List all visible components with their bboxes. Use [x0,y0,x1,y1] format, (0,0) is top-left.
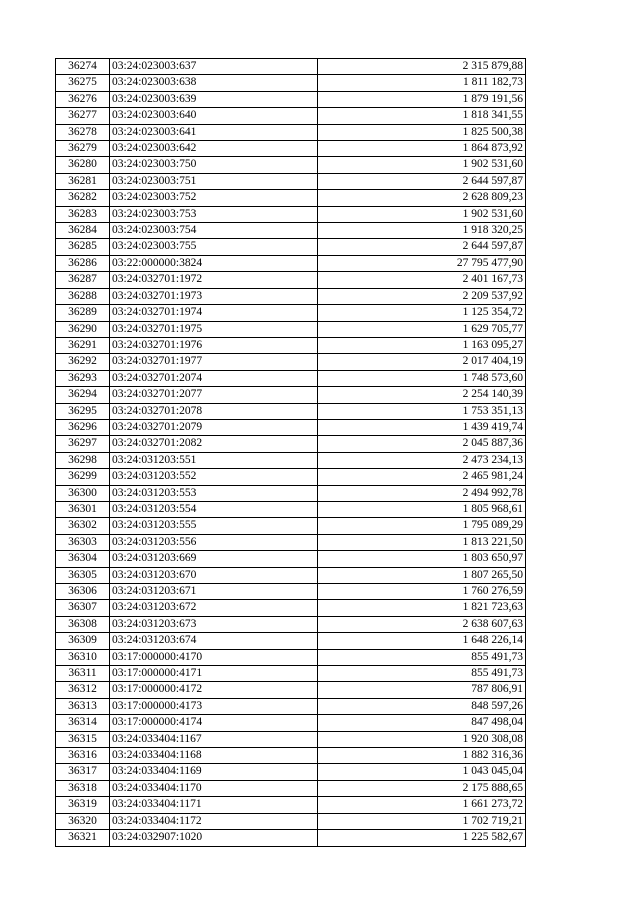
cadastral-number-cell: 03:24:033404:1167 [110,731,318,747]
row-number-cell: 36313 [56,698,110,714]
row-number-cell: 36302 [56,518,110,534]
row-number-cell: 36298 [56,452,110,468]
cadastral-number-cell: 03:24:023003:641 [110,124,318,140]
table-row [56,321,526,337]
row-number-cell: 36320 [56,813,110,829]
row-number-cell: 36276 [56,91,110,107]
table-row [56,633,526,649]
table-row [56,124,526,140]
cadastral-number-cell: 03:24:031203:551 [110,452,318,468]
row-number-cell: 36317 [56,764,110,780]
table-row [56,600,526,616]
cadastral-number-cell: 03:24:023003:750 [110,157,318,173]
cadastral-value-cell: 2 315 879,88 [318,59,526,75]
row-number-cell: 36308 [56,616,110,632]
table-row [56,370,526,386]
cadastral-value-cell: 2 209 537,92 [318,288,526,304]
table-row [56,666,526,682]
cadastral-number-cell: 03:24:031203:669 [110,551,318,567]
cadastral-value-cell: 1 882 316,36 [318,748,526,764]
cadastral-value-cell: 1 225 582,67 [318,830,526,846]
table-row [56,830,526,846]
table-row [56,485,526,501]
cadastral-value-cell: 1 803 650,97 [318,551,526,567]
cadastral-value-cell: 855 491,73 [318,649,526,665]
table-row [56,91,526,107]
row-number-cell: 36305 [56,567,110,583]
cadastral-number-cell: 03:24:033404:1172 [110,813,318,829]
cadastral-number-cell: 03:24:032701:2082 [110,436,318,452]
cadastral-number-cell: 03:24:033404:1169 [110,764,318,780]
row-number-cell: 36309 [56,633,110,649]
row-number-cell: 36312 [56,682,110,698]
cadastral-number-cell: 03:24:032907:1020 [110,830,318,846]
cadastral-number-cell: 03:24:032701:2074 [110,370,318,386]
table-row [56,419,526,435]
table-row [56,255,526,271]
cadastral-value-cell: 2 175 888,65 [318,780,526,796]
cadastral-number-cell: 03:24:032701:2079 [110,419,318,435]
cadastral-value-cell: 2 644 597,87 [318,173,526,189]
cadastral-value-cell: 1 753 351,13 [318,403,526,419]
row-number-cell: 36300 [56,485,110,501]
cadastral-number-cell: 03:24:032701:1975 [110,321,318,337]
cadastral-number-cell: 03:24:023003:752 [110,190,318,206]
table-row [56,305,526,321]
cadastral-values-table [55,58,526,847]
row-number-cell: 36292 [56,354,110,370]
row-number-cell: 36319 [56,797,110,813]
table-row [56,764,526,780]
row-number-cell: 36278 [56,124,110,140]
row-number-cell: 36280 [56,157,110,173]
cadastral-value-cell: 1 661 273,72 [318,797,526,813]
table-row [56,157,526,173]
cadastral-value-cell: 2 628 809,23 [318,190,526,206]
cadastral-value-cell: 1 821 723,63 [318,600,526,616]
cadastral-number-cell: 03:24:032701:1974 [110,305,318,321]
table-row [56,337,526,353]
cadastral-number-cell: 03:17:000000:4171 [110,666,318,682]
row-number-cell: 36294 [56,387,110,403]
cadastral-number-cell: 03:24:023003:751 [110,173,318,189]
cadastral-number-cell: 03:24:031203:671 [110,584,318,600]
table-row [56,354,526,370]
table-row [56,813,526,829]
cadastral-number-cell: 03:24:023003:637 [110,59,318,75]
row-number-cell: 36275 [56,75,110,91]
table-row [56,797,526,813]
cadastral-value-cell: 2 494 992,78 [318,485,526,501]
cadastral-value-cell: 1 807 265,50 [318,567,526,583]
cadastral-value-cell: 1 818 341,55 [318,108,526,124]
table-row [56,518,526,534]
cadastral-value-cell: 1 439 419,74 [318,419,526,435]
row-number-cell: 36304 [56,551,110,567]
row-number-cell: 36301 [56,501,110,517]
row-number-cell: 36286 [56,255,110,271]
row-number-cell: 36321 [56,830,110,846]
table-body [56,59,526,847]
cadastral-value-cell: 2 644 597,87 [318,239,526,255]
row-number-cell: 36293 [56,370,110,386]
cadastral-number-cell: 03:17:000000:4174 [110,715,318,731]
cadastral-value-cell: 1 648 226,14 [318,633,526,649]
table-row [56,173,526,189]
cadastral-number-cell: 03:24:032701:2078 [110,403,318,419]
cadastral-value-cell: 2 401 167,73 [318,272,526,288]
table-row [56,748,526,764]
table-row [56,501,526,517]
cadastral-value-cell: 2 473 234,13 [318,452,526,468]
row-number-cell: 36299 [56,469,110,485]
cadastral-value-cell: 2 638 607,63 [318,616,526,632]
cadastral-value-cell: 855 491,73 [318,666,526,682]
cadastral-value-cell: 1 043 045,04 [318,764,526,780]
cadastral-number-cell: 03:24:031203:670 [110,567,318,583]
row-number-cell: 36316 [56,748,110,764]
cadastral-value-cell: 1 902 531,60 [318,206,526,222]
row-number-cell: 36310 [56,649,110,665]
cadastral-number-cell: 03:24:033404:1170 [110,780,318,796]
cadastral-number-cell: 03:24:023003:753 [110,206,318,222]
row-number-cell: 36288 [56,288,110,304]
table-row [56,288,526,304]
row-number-cell: 36307 [56,600,110,616]
row-number-cell: 36285 [56,239,110,255]
table-row [56,780,526,796]
cadastral-number-cell: 03:24:023003:754 [110,223,318,239]
cadastral-number-cell: 03:24:023003:755 [110,239,318,255]
cadastral-value-cell: 1 920 308,08 [318,731,526,747]
cadastral-value-cell: 1 879 191,56 [318,91,526,107]
table-row [56,567,526,583]
cadastral-value-cell: 1 825 500,38 [318,124,526,140]
table-row [56,715,526,731]
row-number-cell: 36303 [56,534,110,550]
table-row [56,108,526,124]
row-number-cell: 36311 [56,666,110,682]
row-number-cell: 36291 [56,337,110,353]
cadastral-value-cell: 1 918 320,25 [318,223,526,239]
cadastral-number-cell: 03:24:031203:672 [110,600,318,616]
cadastral-number-cell: 03:22:000000:3824 [110,255,318,271]
table-row [56,59,526,75]
row-number-cell: 36296 [56,419,110,435]
row-number-cell: 36279 [56,141,110,157]
cadastral-value-cell: 1 163 095,27 [318,337,526,353]
cadastral-number-cell: 03:24:031203:673 [110,616,318,632]
table-row [56,141,526,157]
row-number-cell: 36287 [56,272,110,288]
cadastral-number-cell: 03:17:000000:4172 [110,682,318,698]
table-row [56,403,526,419]
cadastral-value-cell: 1 760 276,59 [318,584,526,600]
cadastral-value-cell: 1 864 873,92 [318,141,526,157]
table-row [56,469,526,485]
table-row [56,387,526,403]
cadastral-number-cell: 03:24:032701:1977 [110,354,318,370]
table-row [56,551,526,567]
cadastral-number-cell: 03:24:033404:1168 [110,748,318,764]
cadastral-value-cell: 2 017 404,19 [318,354,526,370]
cadastral-number-cell: 03:24:032701:1973 [110,288,318,304]
cadastral-value-cell: 1 795 089,29 [318,518,526,534]
cadastral-number-cell: 03:24:023003:638 [110,75,318,91]
table-row [56,731,526,747]
cadastral-number-cell: 03:24:031203:554 [110,501,318,517]
table-row [56,616,526,632]
cadastral-value-cell: 1 125 354,72 [318,305,526,321]
cadastral-number-cell: 03:24:031203:553 [110,485,318,501]
cadastral-number-cell: 03:24:031203:552 [110,469,318,485]
table-row [56,223,526,239]
table-row [56,698,526,714]
cadastral-value-cell: 27 795 477,90 [318,255,526,271]
cadastral-value-cell: 848 597,26 [318,698,526,714]
table-row [56,206,526,222]
table-row [56,239,526,255]
table-row [56,452,526,468]
cadastral-value-cell: 1 811 182,73 [318,75,526,91]
cadastral-number-cell: 03:24:031203:556 [110,534,318,550]
table-row [56,436,526,452]
cadastral-value-cell: 2 465 981,24 [318,469,526,485]
row-number-cell: 36284 [56,223,110,239]
row-number-cell: 36314 [56,715,110,731]
row-number-cell: 36274 [56,59,110,75]
cadastral-number-cell: 03:24:033404:1171 [110,797,318,813]
cadastral-value-cell: 1 805 968,61 [318,501,526,517]
cadastral-number-cell: 03:24:023003:642 [110,141,318,157]
row-number-cell: 36290 [56,321,110,337]
cadastral-value-cell: 2 254 140,39 [318,387,526,403]
row-number-cell: 36282 [56,190,110,206]
table-row [56,190,526,206]
row-number-cell: 36306 [56,584,110,600]
document-table-container [55,58,525,847]
cadastral-number-cell: 03:24:023003:640 [110,108,318,124]
cadastral-number-cell: 03:24:032701:2077 [110,387,318,403]
cadastral-number-cell: 03:24:032701:1976 [110,337,318,353]
cadastral-value-cell: 1 748 573,60 [318,370,526,386]
cadastral-number-cell: 03:17:000000:4170 [110,649,318,665]
table-row [56,272,526,288]
row-number-cell: 36318 [56,780,110,796]
cadastral-value-cell: 787 806,91 [318,682,526,698]
cadastral-value-cell: 1 902 531,60 [318,157,526,173]
cadastral-value-cell: 1 813 221,50 [318,534,526,550]
table-row [56,75,526,91]
table-row [56,682,526,698]
cadastral-value-cell: 847 498,04 [318,715,526,731]
cadastral-number-cell: 03:17:000000:4173 [110,698,318,714]
cadastral-number-cell: 03:24:031203:674 [110,633,318,649]
cadastral-value-cell: 2 045 887,36 [318,436,526,452]
cadastral-number-cell: 03:24:023003:639 [110,91,318,107]
table-row [56,534,526,550]
row-number-cell: 36277 [56,108,110,124]
cadastral-number-cell: 03:24:031203:555 [110,518,318,534]
table-row [56,584,526,600]
row-number-cell: 36281 [56,173,110,189]
cadastral-value-cell: 1 702 719,21 [318,813,526,829]
row-number-cell: 36297 [56,436,110,452]
cadastral-value-cell: 1 629 705,77 [318,321,526,337]
row-number-cell: 36283 [56,206,110,222]
table-row [56,649,526,665]
row-number-cell: 36315 [56,731,110,747]
cadastral-number-cell: 03:24:032701:1972 [110,272,318,288]
row-number-cell: 36295 [56,403,110,419]
row-number-cell: 36289 [56,305,110,321]
